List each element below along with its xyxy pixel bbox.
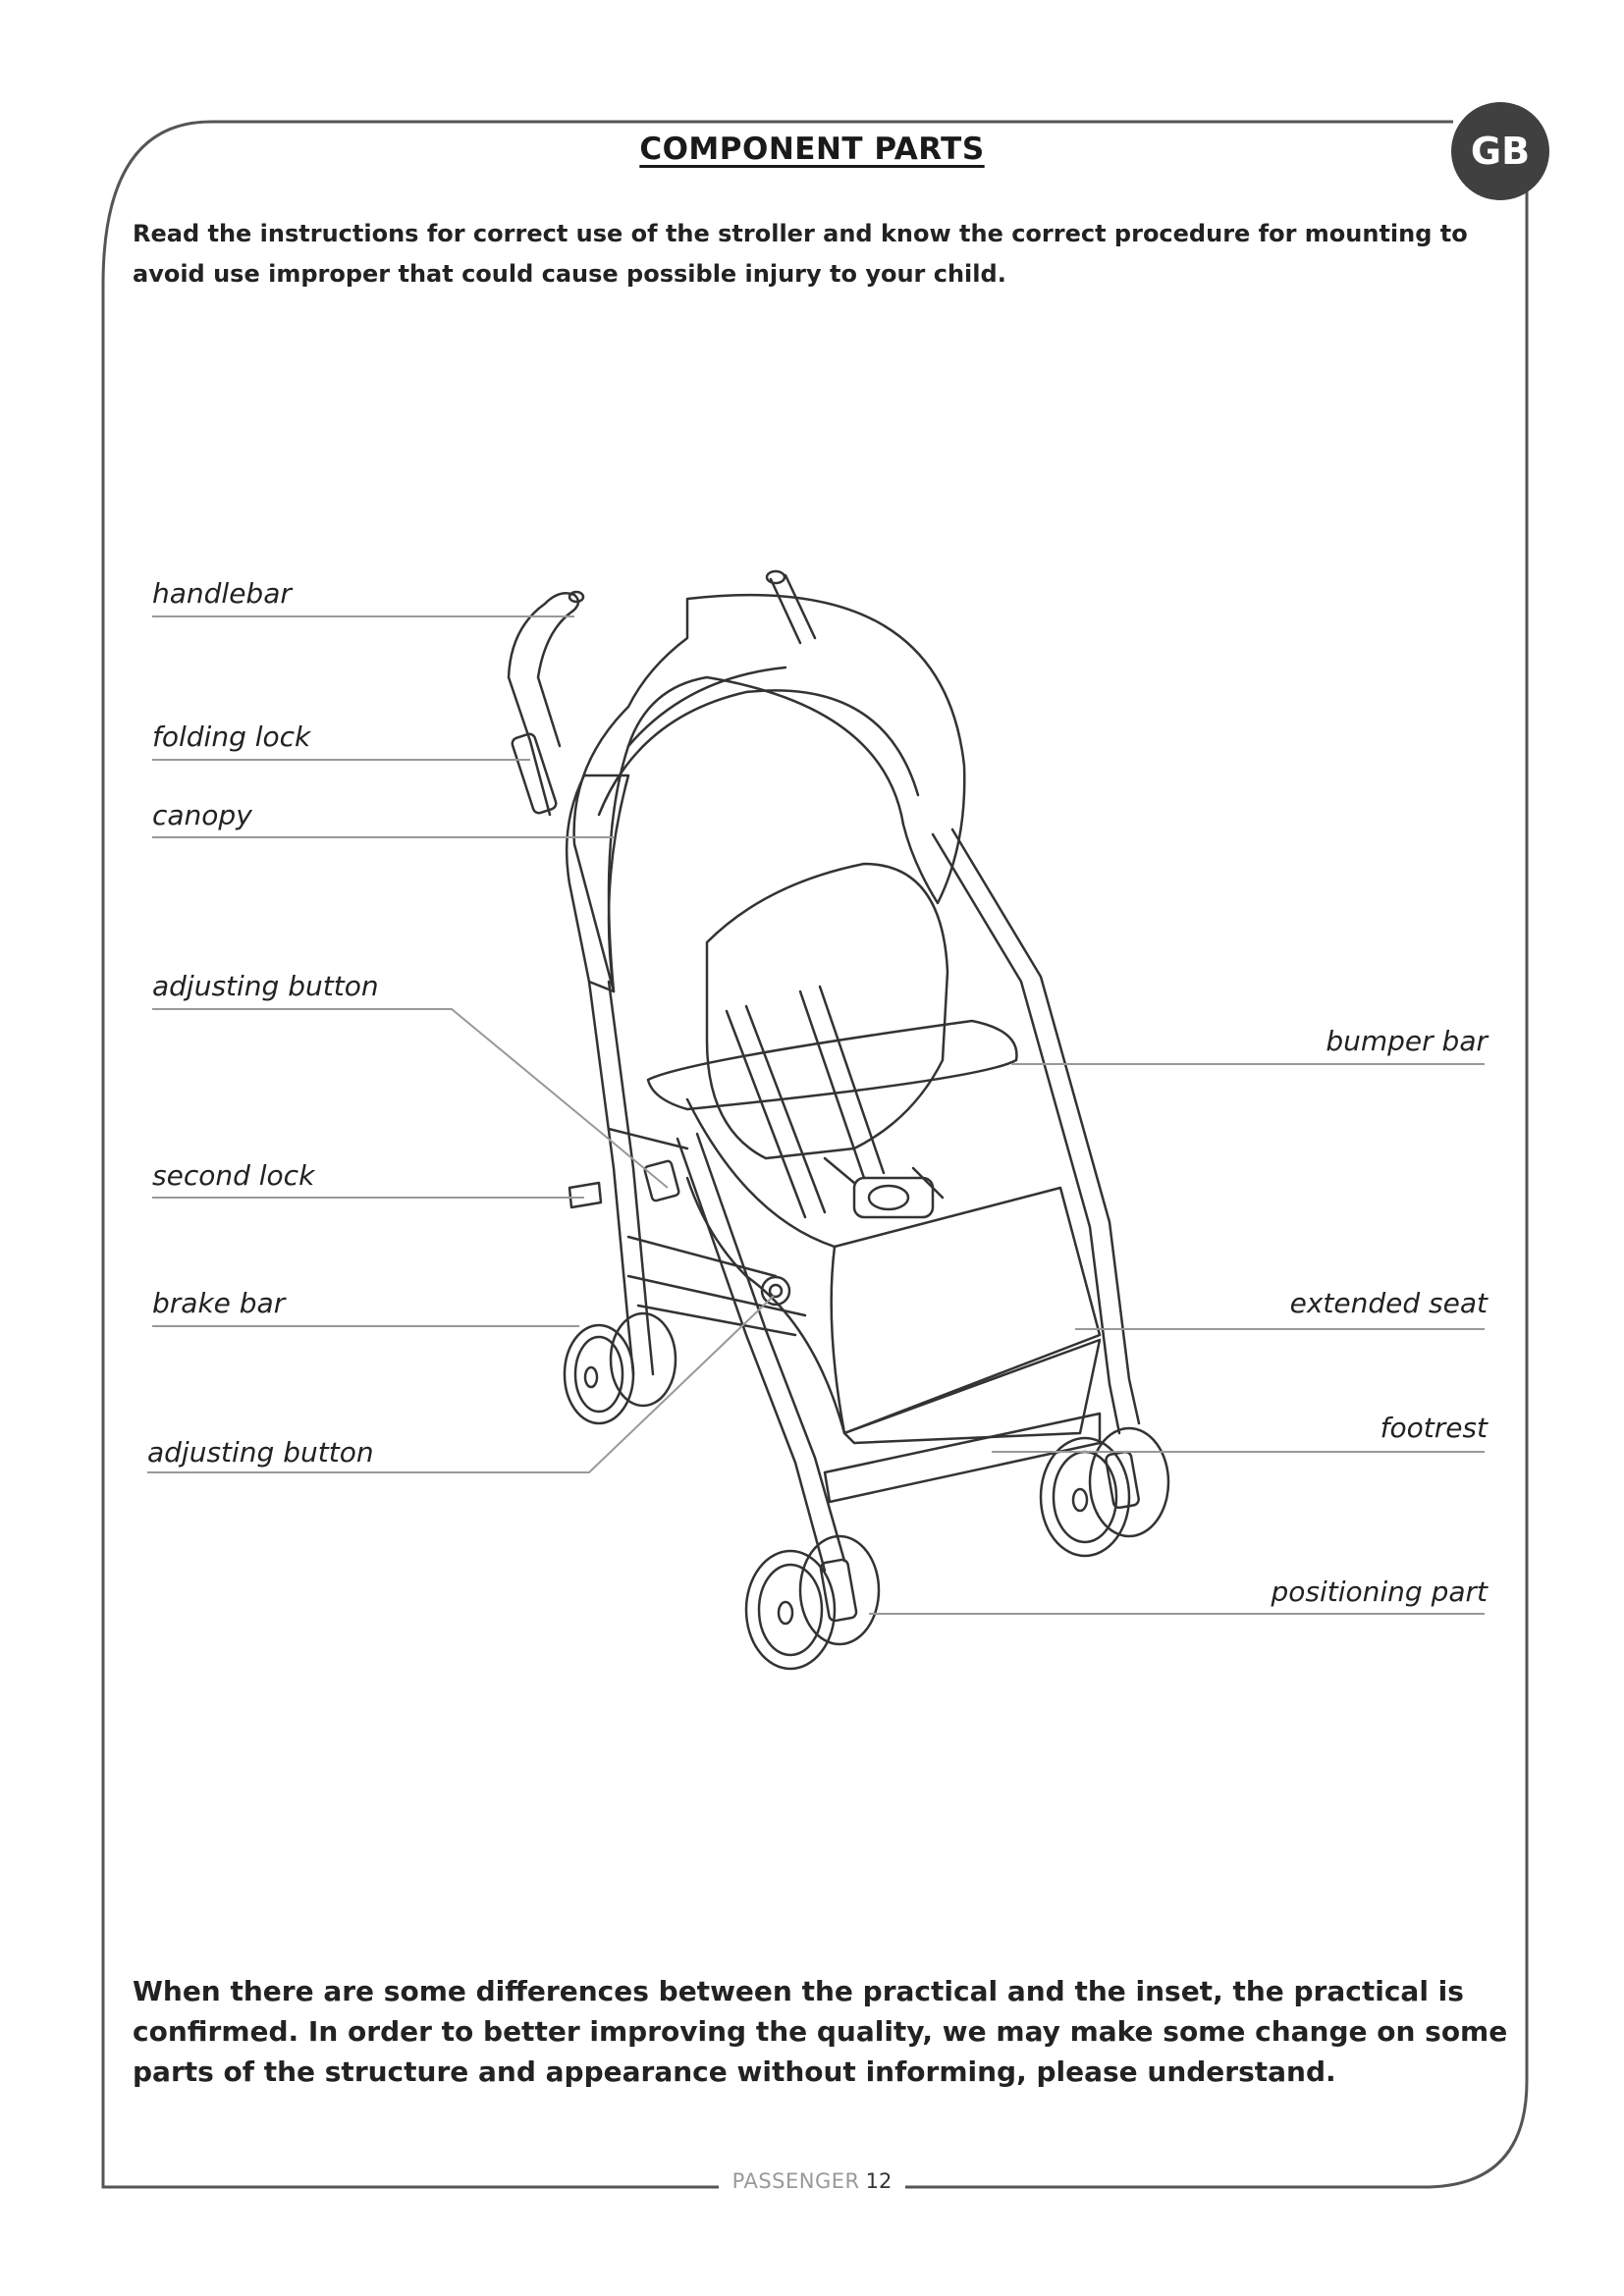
footer-page-number: 12 (865, 2169, 893, 2193)
label-adjusting-button-bottom: adjusting button (147, 1436, 374, 1468)
label-folding-lock: folding lock (152, 721, 311, 753)
intro-text: Read the instructions for correct use of the stroller and know the correct procedure for mounting to avoid use improper that could cause possible injury to your child. (133, 220, 1468, 288)
label-positioning-part: positioning part (1271, 1575, 1488, 1608)
footer-doc-name: PASSENGER (731, 2169, 860, 2193)
disclaimer-text: When there are some differences between the practical and the inset, the practical is confirmed. In order to better improving the quality, we may make some change on some parts of the structure and appearance without informing, please understand. (133, 1975, 1508, 2088)
label-bumper-bar: bumper bar (1326, 1025, 1488, 1057)
page-title: COMPONENT PARTS (639, 132, 985, 167)
label-canopy: canopy (152, 799, 252, 831)
page-footer (0, 2169, 1624, 2193)
language-badge: GB (1451, 102, 1549, 200)
label-footrest: footrest (1380, 1412, 1488, 1444)
label-brake-bar: brake bar (152, 1287, 286, 1319)
label-extended-seat: extended seat (1289, 1287, 1488, 1319)
label-second-lock: second lock (152, 1159, 315, 1192)
label-adjusting-button-top: adjusting button (152, 970, 379, 1002)
label-handlebar: handlebar (152, 577, 292, 610)
